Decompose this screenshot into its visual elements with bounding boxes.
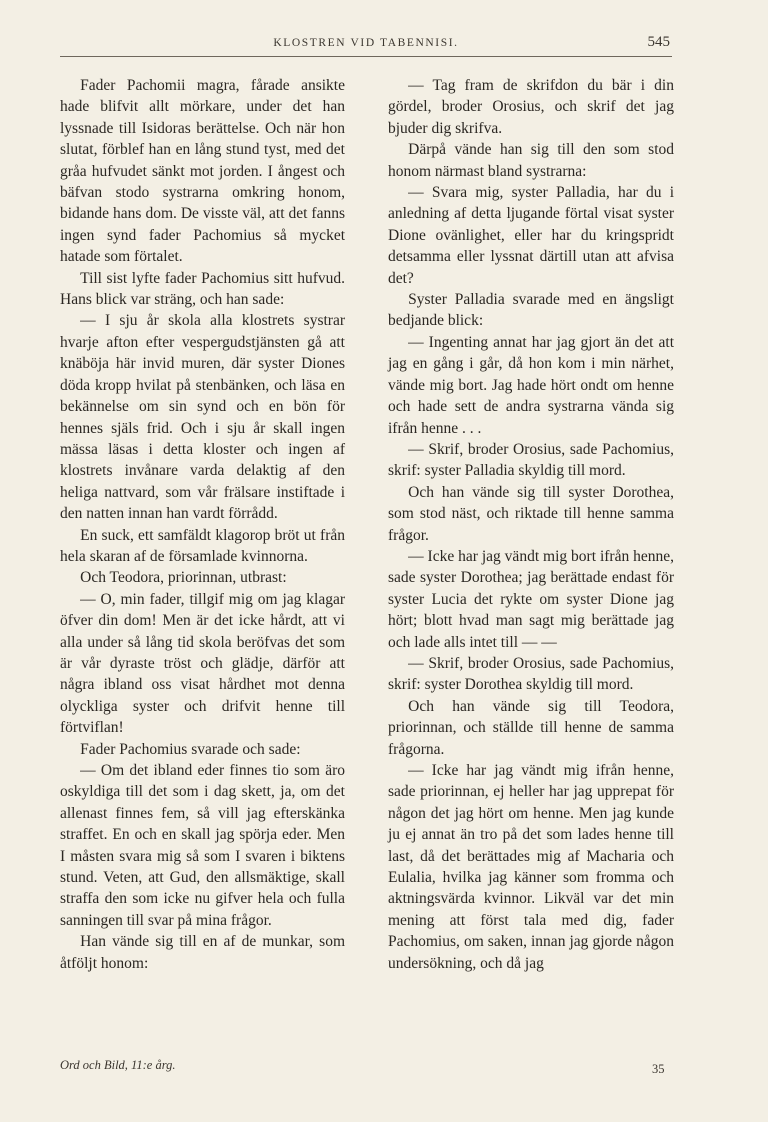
paragraph: Därpå vände han sig till den som stod honom närmast bland systrarna: — [388, 141, 674, 180]
paragraph: Till sist lyfte fader Pachomius sitt hufvud. Hans blick var sträng, och han sade: — [60, 269, 345, 309]
footer-source: Ord och Bild, 11:e årg. — [60, 1058, 176, 1072]
paragraph: — Om det ibland eder finnes tio som äro oskyldiga till det som i dag skett, ja, om det allenast finnes fem, så vill jag efterskänka straffet. En och en skall jag spörja eder. Men I måsten svara mig så som I svaren i biktens stund. Veten, att Gud, den allsmäktige, skall straffa den som icke nu gifver hela och fulla sanningen till svar på mina frågor. — [60, 762, 345, 929]
running-title: KLOSTREN VID TABENNISI. — [273, 37, 459, 49]
left-column — [60, 75, 345, 974]
paragraph: Fader Pachomius svarade och sade: — [80, 740, 301, 758]
paragraph: — I sju år skola alla klostrets systrar hvarje afton efter vespergudstjänsten gå att knäböja här invid muren, där syster Diones döda kropp hvilat på stenbänken, och läsa en bekännelse om sin synd och en bön för hennes själs frid. Och i sju år skall ingen mässa läsas i detta kloster och ingen af klostrets invånare varda delaktig af den heliga nattvard, som vår frälsare instiftade i den natten innan han vardt förrådd. — [60, 312, 345, 523]
paragraph: — Svara mig, syster Palladia, har du i anledning af detta ljugande förtal visat syster Dione ovänlighet, eller har du kringspridt detsamma eller lyssnat därtill utan att afvisa det? — [388, 184, 674, 287]
paragraph: — Tag fram de skrifdon du bär i din gördel, broder Orosius, och skrif det jag bjuder dig skrifva. — [388, 77, 674, 137]
paragraph: — Icke har jag vändt mig ifrån henne, sade priorinnan, ej heller har jag upprepat för någon det jag hört om henne. Men jag kunde ju ej annat än tro på det som lades henne till last, då det berättades mig af Macharia och Eulalia, hvilka jag känner som fromma och aktningsvärda kvinnor. Likväl var det min mening att först tala med dig, fader Pachomius, om saken, innan jag gjorde någon undersökning, och då jag — [388, 762, 674, 972]
paragraph: — O, min fader, tillgif mig om jag klagar öfver din dom! Men är det icke hårdt, att vi alla under så lång tid skola beröfvas det som är vår dyraste tröst och glädje, därför att några ibland oss visat hårdhet mot denna olyckliga syster och drifvit henne till förtviflan! — [60, 590, 345, 737]
paragraph: Och han vände sig till Teodora, priorinnan, och ställde till henne de samma frågorna. — [388, 697, 674, 758]
paragraph: — Icke har jag vändt mig bort ifrån henne, sade syster Dorothea; jag berättade endast för syster Lucia det rykte om syster Dione jag hört; blott hvad man sagt mig berättade jag och lade alls intet till — — — [388, 547, 674, 651]
signature-mark: 35 — [652, 1062, 665, 1076]
paragraph: Han vände sig till en af de munkar, som åtföljt honom: — [60, 933, 345, 972]
right-column — [388, 75, 674, 974]
paragraph: — Skrif, broder Orosius, sade Pachomius, skrif: syster Palladia skyldig till mord. — [388, 440, 674, 480]
paragraph: — Skrif, broder Orosius, sade Pachomius, skrif: syster Dorothea skyldig till mord. — [388, 654, 674, 694]
paragraph: Och Teodora, priorinnan, utbrast: — [80, 569, 287, 587]
paragraph: Fader Pachomii magra, fårade ansikte hade blifvit allt mörkare, under det han lyssnade till Isidoras berättelse. Och när hon slutat, förblef han en lång stund tyst, med det gråa hufvudet sänkt mot jorden. I ångest och bäfvan stodo systrarna omkring honom, bidande hans dom. De visste väl, att det fanns ingen synd fader Pachomius så mycket hatade som förtalet. — [60, 77, 345, 266]
page-number: 545 — [647, 34, 670, 50]
paragraph: Syster Palladia svarade med en ängsligt bedjande blick: — [388, 291, 674, 330]
paragraph: En suck, ett samfäldt klagorop bröt ut från hela skaran af de församlade kvinnorna. — [60, 526, 345, 565]
paragraph: — Ingenting annat har jag gjort än det att jag en gång i går, då hon kom i min närhet, vände mig bort. Jag hade hört ondt om henne och hade sett de andra systrarna vända sig ifrån henne . . . — [388, 333, 674, 437]
paragraph: Och han vände sig till syster Dorothea, som stod näst, och riktade till henne samma frågor. — [388, 483, 674, 544]
running-header — [60, 34, 672, 57]
